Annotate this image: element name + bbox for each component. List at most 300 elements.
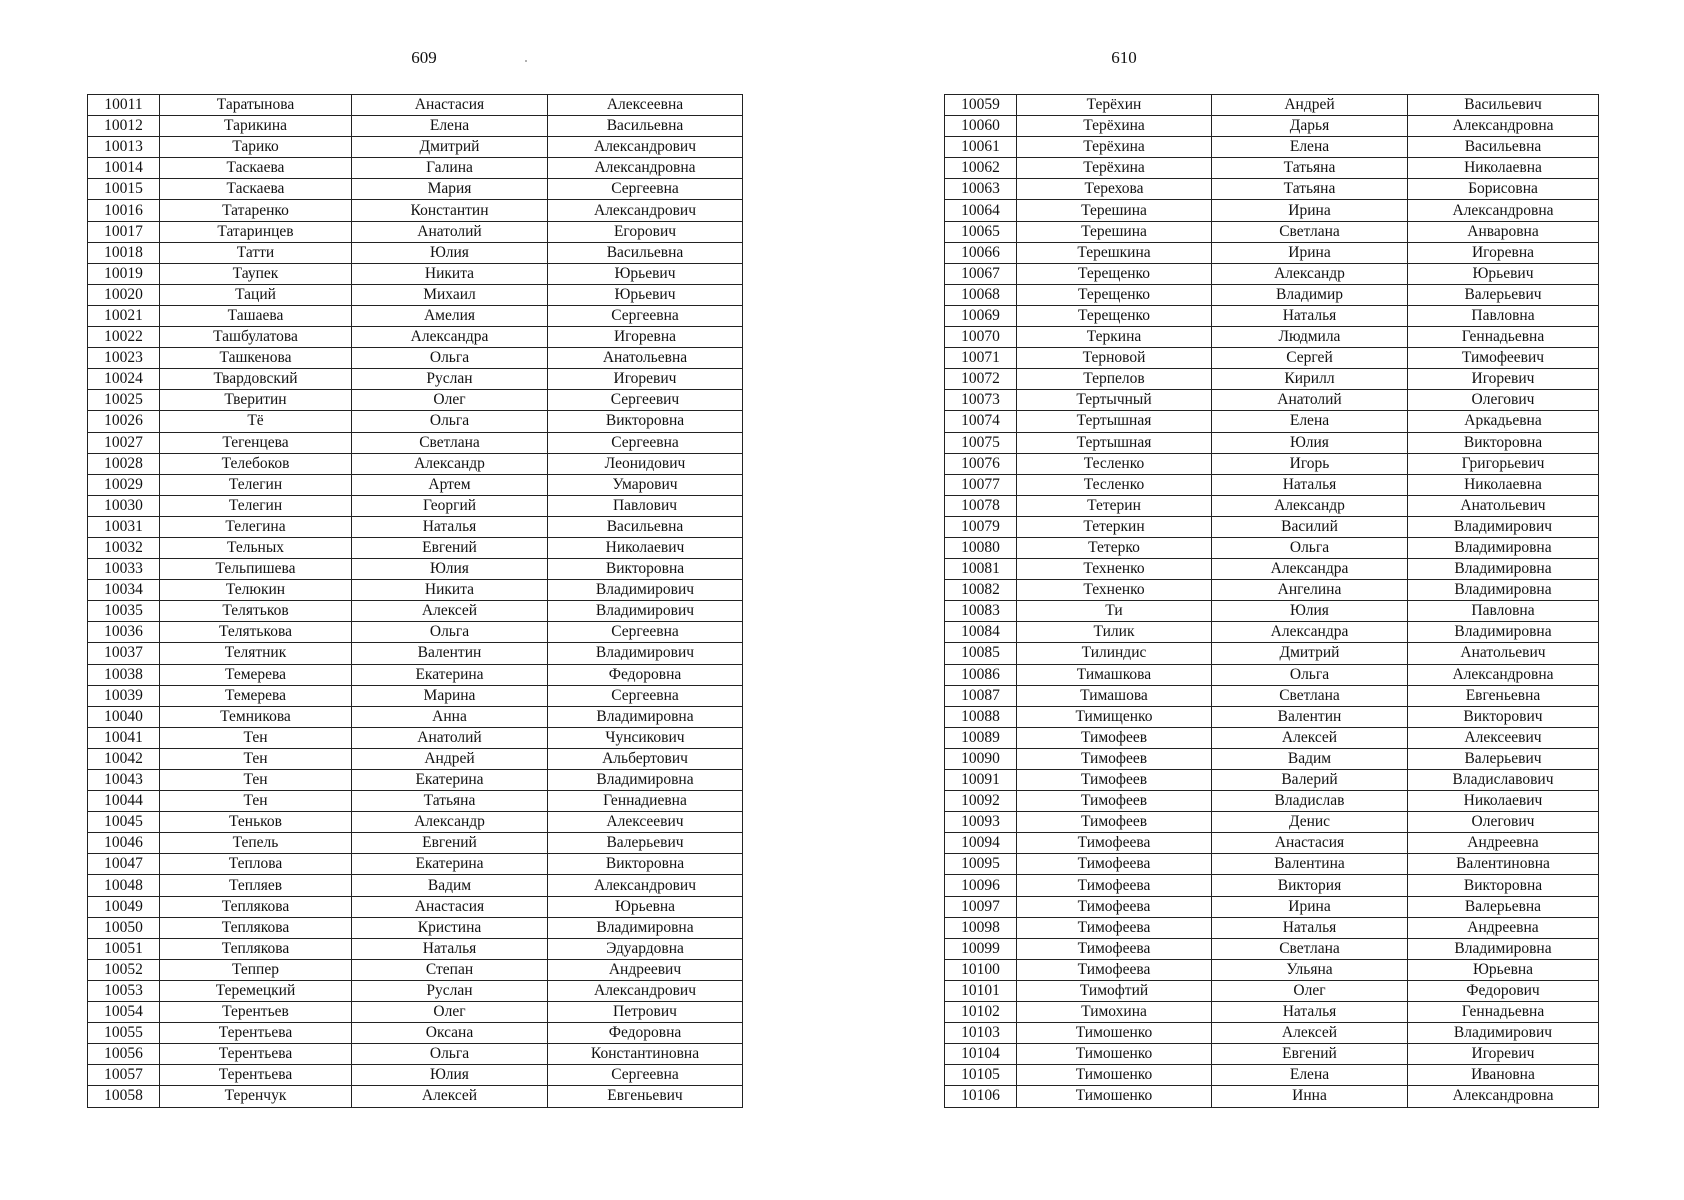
table-row <box>88 474 743 495</box>
surname-cell: Тарико <box>160 137 352 158</box>
patronymic-cell: Алексеевич <box>548 812 743 833</box>
patronymic-cell: Анваровна <box>1408 221 1599 242</box>
first-name-cell: Юлия <box>352 1065 548 1086</box>
first-name-cell: Марина <box>352 685 548 706</box>
record-number-cell: 10039 <box>88 685 160 706</box>
record-number-cell: 10015 <box>88 179 160 200</box>
surname-cell: Тимошенко <box>1017 1065 1212 1086</box>
table-row <box>945 727 1599 748</box>
first-name-cell: Галина <box>352 158 548 179</box>
surname-cell: Таупек <box>160 263 352 284</box>
table-row <box>945 1044 1599 1065</box>
first-name-cell: Наталья <box>352 516 548 537</box>
patronymic-cell: Викторовна <box>548 854 743 875</box>
record-number-cell: 10027 <box>88 432 160 453</box>
patronymic-cell: Николаевич <box>548 537 743 558</box>
surname-cell: Тесленко <box>1017 474 1212 495</box>
surname-cell: Тимофеева <box>1017 917 1212 938</box>
patronymic-cell: Федоровна <box>548 664 743 685</box>
record-number-cell: 10079 <box>945 516 1017 537</box>
surname-cell: Телятьков <box>160 601 352 622</box>
record-number-cell: 10060 <box>945 116 1017 137</box>
patronymic-cell: Васильевна <box>1408 137 1599 158</box>
first-name-cell: Вадим <box>352 875 548 896</box>
surname-cell: Терешкина <box>1017 242 1212 263</box>
patronymic-cell: Владимировна <box>1408 559 1599 580</box>
patronymic-cell: Андреевна <box>1408 917 1599 938</box>
table-row <box>945 516 1599 537</box>
surname-cell: Татаринцев <box>160 221 352 242</box>
patronymic-cell: Федорович <box>1408 980 1599 1001</box>
surname-cell: Тимошенко <box>1017 1044 1212 1065</box>
patronymic-cell: Александрович <box>548 875 743 896</box>
page-number: 609 <box>411 48 437 67</box>
first-name-cell: Кирилл <box>1212 369 1408 390</box>
record-number-cell: 10064 <box>945 200 1017 221</box>
first-name-cell: Светлана <box>1212 221 1408 242</box>
patronymic-cell: Александрович <box>548 137 743 158</box>
surname-cell: Тесленко <box>1017 453 1212 474</box>
record-number-cell: 10022 <box>88 327 160 348</box>
first-name-cell: Наталья <box>1212 1002 1408 1023</box>
table-row <box>88 1023 743 1044</box>
patronymic-cell: Чунсикович <box>548 727 743 748</box>
table-row <box>88 664 743 685</box>
record-number-cell: 10040 <box>88 706 160 727</box>
record-number-cell: 10095 <box>945 854 1017 875</box>
record-number-cell: 10096 <box>945 875 1017 896</box>
table-row <box>88 685 743 706</box>
record-number-cell: 10075 <box>945 432 1017 453</box>
record-number-cell: 10092 <box>945 791 1017 812</box>
first-name-cell: Анатолий <box>1212 390 1408 411</box>
patronymic-cell: Геннадьевна <box>1408 1002 1599 1023</box>
first-name-cell: Ирина <box>1212 896 1408 917</box>
first-name-cell: Владимир <box>1212 284 1408 305</box>
table-row <box>945 833 1599 854</box>
patronymic-cell: Валентиновна <box>1408 854 1599 875</box>
table-row <box>88 748 743 769</box>
surname-cell: Телюкин <box>160 580 352 601</box>
first-name-cell: Игорь <box>1212 453 1408 474</box>
table-row <box>945 537 1599 558</box>
table-row <box>88 896 743 917</box>
surname-cell: Терещенко <box>1017 263 1212 284</box>
surname-cell: Терёхин <box>1017 95 1212 116</box>
first-name-cell: Степан <box>352 959 548 980</box>
surname-cell: Тертышная <box>1017 432 1212 453</box>
record-number-cell: 10087 <box>945 685 1017 706</box>
patronymic-cell: Сергеевич <box>548 390 743 411</box>
table-row <box>945 1023 1599 1044</box>
table-row <box>945 453 1599 474</box>
table-row <box>88 833 743 854</box>
table-row <box>945 854 1599 875</box>
patronymic-cell: Евгеньевич <box>548 1086 743 1107</box>
surname-cell: Терентьева <box>160 1065 352 1086</box>
patronymic-cell: Васильевич <box>1408 95 1599 116</box>
roster-table <box>944 94 1599 1108</box>
first-name-cell: Константин <box>352 200 548 221</box>
first-name-cell: Оксана <box>352 1023 548 1044</box>
table-row <box>945 917 1599 938</box>
first-name-cell: Евгений <box>1212 1044 1408 1065</box>
table-row <box>945 158 1599 179</box>
record-number-cell: 10070 <box>945 327 1017 348</box>
patronymic-cell: Игоревич <box>1408 369 1599 390</box>
record-number-cell: 10080 <box>945 537 1017 558</box>
table-row <box>88 601 743 622</box>
record-number-cell: 10048 <box>88 875 160 896</box>
record-number-cell: 10016 <box>88 200 160 221</box>
surname-cell: Теплякова <box>160 896 352 917</box>
patronymic-cell: Викторовна <box>548 559 743 580</box>
record-number-cell: 10026 <box>88 411 160 432</box>
patronymic-cell: Алексеевна <box>548 95 743 116</box>
record-number-cell: 10106 <box>945 1086 1017 1107</box>
record-number-cell: 10083 <box>945 601 1017 622</box>
first-name-cell: Александр <box>352 812 548 833</box>
patronymic-cell: Андреевна <box>1408 833 1599 854</box>
record-number-cell: 10082 <box>945 580 1017 601</box>
record-number-cell: 10088 <box>945 706 1017 727</box>
patronymic-cell: Николаевна <box>1408 158 1599 179</box>
first-name-cell: Кристина <box>352 917 548 938</box>
surname-cell: Таций <box>160 284 352 305</box>
table-row <box>945 200 1599 221</box>
first-name-cell: Валентин <box>352 643 548 664</box>
record-number-cell: 10057 <box>88 1065 160 1086</box>
record-number-cell: 10049 <box>88 896 160 917</box>
first-name-cell: Анна <box>352 706 548 727</box>
first-name-cell: Светлана <box>1212 685 1408 706</box>
patronymic-cell: Викторовна <box>548 411 743 432</box>
first-name-cell: Наталья <box>1212 917 1408 938</box>
surname-cell: Татаренко <box>160 200 352 221</box>
first-name-cell: Юлия <box>352 242 548 263</box>
patronymic-cell: Николаевич <box>1408 791 1599 812</box>
surname-cell: Ташаева <box>160 305 352 326</box>
record-number-cell: 10065 <box>945 221 1017 242</box>
first-name-cell: Александр <box>352 453 548 474</box>
patronymic-cell: Аркадьевна <box>1408 411 1599 432</box>
table-row <box>88 516 743 537</box>
first-name-cell: Инна <box>1212 1086 1408 1107</box>
first-name-cell: Наталья <box>1212 474 1408 495</box>
patronymic-cell: Сергеевна <box>548 1065 743 1086</box>
patronymic-cell: Викторовна <box>1408 875 1599 896</box>
record-number-cell: 10028 <box>88 453 160 474</box>
record-number-cell: 10097 <box>945 896 1017 917</box>
record-number-cell: 10103 <box>945 1023 1017 1044</box>
patronymic-cell: Валерьевич <box>1408 284 1599 305</box>
surname-cell: Терехова <box>1017 179 1212 200</box>
record-number-cell: 10050 <box>88 917 160 938</box>
surname-cell: Терентьев <box>160 1002 352 1023</box>
patronymic-cell: Владимировна <box>1408 938 1599 959</box>
table-row <box>945 812 1599 833</box>
table-row <box>88 284 743 305</box>
patronymic-cell: Ивановна <box>1408 1065 1599 1086</box>
first-name-cell: Дарья <box>1212 116 1408 137</box>
record-number-cell: 10063 <box>945 179 1017 200</box>
record-number-cell: 10054 <box>88 1002 160 1023</box>
table-row <box>945 495 1599 516</box>
first-name-cell: Алексей <box>1212 727 1408 748</box>
first-name-cell: Алексей <box>352 1086 548 1107</box>
patronymic-cell: Владимировна <box>548 706 743 727</box>
patronymic-cell: Владимирович <box>548 643 743 664</box>
first-name-cell: Никита <box>352 580 548 601</box>
patronymic-cell: Юрьевна <box>548 896 743 917</box>
patronymic-cell: Юрьевич <box>548 263 743 284</box>
surname-cell: Теньков <box>160 812 352 833</box>
patronymic-cell: Игоревич <box>548 369 743 390</box>
table-row <box>88 812 743 833</box>
table-row <box>945 875 1599 896</box>
record-number-cell: 10042 <box>88 748 160 769</box>
surname-cell: Терентьева <box>160 1044 352 1065</box>
surname-cell: Тетерин <box>1017 495 1212 516</box>
record-number-cell: 10023 <box>88 348 160 369</box>
table-row <box>88 95 743 116</box>
patronymic-cell: Юрьевич <box>548 284 743 305</box>
record-number-cell: 10071 <box>945 348 1017 369</box>
patronymic-cell: Сергеевна <box>548 685 743 706</box>
surname-cell: Тарикина <box>160 116 352 137</box>
record-number-cell: 10068 <box>945 284 1017 305</box>
surname-cell: Тимошенко <box>1017 1086 1212 1107</box>
record-number-cell: 10062 <box>945 158 1017 179</box>
record-number-cell: 10053 <box>88 980 160 1001</box>
first-name-cell: Татьяна <box>1212 179 1408 200</box>
patronymic-cell: Леонидович <box>548 453 743 474</box>
surname-cell: Телятник <box>160 643 352 664</box>
table-row <box>88 137 743 158</box>
table-row <box>88 706 743 727</box>
record-number-cell: 10091 <box>945 770 1017 791</box>
table-row <box>88 411 743 432</box>
first-name-cell: Екатерина <box>352 664 548 685</box>
first-name-cell: Ольга <box>352 411 548 432</box>
table-row <box>945 791 1599 812</box>
patronymic-cell: Сергеевна <box>548 432 743 453</box>
record-number-cell: 10059 <box>945 95 1017 116</box>
first-name-cell: Ольга <box>1212 664 1408 685</box>
surname-cell: Тилиндис <box>1017 643 1212 664</box>
first-name-cell: Анатолий <box>352 727 548 748</box>
patronymic-cell: Валерьевич <box>1408 748 1599 769</box>
table-row <box>945 748 1599 769</box>
surname-cell: Тимофеев <box>1017 812 1212 833</box>
surname-cell: Тетеркин <box>1017 516 1212 537</box>
record-number-cell: 10052 <box>88 959 160 980</box>
table-row <box>945 685 1599 706</box>
first-name-cell: Руслан <box>352 369 548 390</box>
patronymic-cell: Владимирович <box>548 580 743 601</box>
patronymic-cell: Умарович <box>548 474 743 495</box>
table-row <box>945 664 1599 685</box>
record-number-cell: 10043 <box>88 770 160 791</box>
first-name-cell: Андрей <box>352 748 548 769</box>
patronymic-cell: Владимировна <box>548 770 743 791</box>
surname-cell: Тимошенко <box>1017 1023 1212 1044</box>
record-number-cell: 10098 <box>945 917 1017 938</box>
surname-cell: Тимашова <box>1017 685 1212 706</box>
surname-cell: Темникова <box>160 706 352 727</box>
surname-cell: Тен <box>160 748 352 769</box>
first-name-cell: Ирина <box>1212 200 1408 221</box>
record-number-cell: 10013 <box>88 137 160 158</box>
patronymic-cell: Юрьевич <box>1408 263 1599 284</box>
patronymic-cell: Федоровна <box>548 1023 743 1044</box>
table-row <box>88 559 743 580</box>
first-name-cell: Ирина <box>1212 242 1408 263</box>
first-name-cell: Олег <box>352 390 548 411</box>
record-number-cell: 10037 <box>88 643 160 664</box>
surname-cell: Тимофеева <box>1017 938 1212 959</box>
first-name-cell: Георгий <box>352 495 548 516</box>
surname-cell: Телегин <box>160 495 352 516</box>
first-name-cell: Екатерина <box>352 770 548 791</box>
table-row <box>945 179 1599 200</box>
surname-cell: Теплякова <box>160 938 352 959</box>
surname-cell: Тимищенко <box>1017 706 1212 727</box>
surname-cell: Терёхина <box>1017 158 1212 179</box>
first-name-cell: Артем <box>352 474 548 495</box>
first-name-cell: Светлана <box>352 432 548 453</box>
patronymic-cell: Игоревич <box>1408 1044 1599 1065</box>
surname-cell: Тельных <box>160 537 352 558</box>
table-row <box>88 1086 743 1107</box>
record-number-cell: 10031 <box>88 516 160 537</box>
first-name-cell: Дмитрий <box>1212 643 1408 664</box>
table-row <box>88 580 743 601</box>
table-row <box>945 474 1599 495</box>
first-name-cell: Елена <box>1212 411 1408 432</box>
first-name-cell: Юлия <box>1212 601 1408 622</box>
patronymic-cell: Егорович <box>548 221 743 242</box>
first-name-cell: Анастасия <box>352 95 548 116</box>
table-row <box>88 875 743 896</box>
record-number-cell: 10090 <box>945 748 1017 769</box>
record-number-cell: 10072 <box>945 369 1017 390</box>
surname-cell: Тепель <box>160 833 352 854</box>
patronymic-cell: Алексеевич <box>1408 727 1599 748</box>
patronymic-cell: Владимировна <box>548 917 743 938</box>
table-row <box>88 854 743 875</box>
table-row <box>88 727 743 748</box>
table-row <box>88 116 743 137</box>
table-row <box>945 327 1599 348</box>
record-number-cell: 10025 <box>88 390 160 411</box>
first-name-cell: Валерий <box>1212 770 1408 791</box>
patronymic-cell: Сергеевна <box>548 305 743 326</box>
surname-cell: Терёхина <box>1017 137 1212 158</box>
patronymic-cell: Александрович <box>548 980 743 1001</box>
first-name-cell: Михаил <box>352 284 548 305</box>
patronymic-cell: Владимировна <box>1408 537 1599 558</box>
surname-cell: Теплякова <box>160 917 352 938</box>
record-number-cell: 10029 <box>88 474 160 495</box>
first-name-cell: Ольга <box>352 348 548 369</box>
table-row <box>88 221 743 242</box>
surname-cell: Тен <box>160 791 352 812</box>
first-name-cell: Сергей <box>1212 348 1408 369</box>
patronymic-cell: Валерьевна <box>1408 896 1599 917</box>
surname-cell: Тертычный <box>1017 390 1212 411</box>
surname-cell: Техненко <box>1017 580 1212 601</box>
record-number-cell: 10021 <box>88 305 160 326</box>
surname-cell: Тилик <box>1017 622 1212 643</box>
first-name-cell: Елена <box>352 116 548 137</box>
record-number-cell: 10105 <box>945 1065 1017 1086</box>
surname-cell: Тепляев <box>160 875 352 896</box>
surname-cell: Терёхина <box>1017 116 1212 137</box>
table-row <box>88 432 743 453</box>
table-row <box>88 938 743 959</box>
record-number-cell: 10089 <box>945 727 1017 748</box>
first-name-cell: Виктория <box>1212 875 1408 896</box>
patronymic-cell: Владимирович <box>548 601 743 622</box>
table-row <box>945 601 1599 622</box>
table-row <box>945 1086 1599 1107</box>
patronymic-cell: Павловна <box>1408 601 1599 622</box>
table-row <box>88 390 743 411</box>
record-number-cell: 10099 <box>945 938 1017 959</box>
table-row <box>88 495 743 516</box>
patronymic-cell: Сергеевна <box>548 622 743 643</box>
record-number-cell: 10033 <box>88 559 160 580</box>
table-row <box>945 559 1599 580</box>
surname-cell: Теркина <box>1017 327 1212 348</box>
surname-cell: Терещенко <box>1017 305 1212 326</box>
first-name-cell: Андрей <box>1212 95 1408 116</box>
patronymic-cell: Григорьевич <box>1408 453 1599 474</box>
patronymic-cell: Викторович <box>1408 706 1599 727</box>
record-number-cell: 10076 <box>945 453 1017 474</box>
patronymic-cell: Геннадиевна <box>548 791 743 812</box>
first-name-cell: Никита <box>352 263 548 284</box>
patronymic-cell: Александровна <box>1408 664 1599 685</box>
surname-cell: Терещенко <box>1017 284 1212 305</box>
record-number-cell: 10104 <box>945 1044 1017 1065</box>
table-row <box>88 791 743 812</box>
patronymic-cell: Владимирович <box>1408 516 1599 537</box>
first-name-cell: Ольга <box>352 622 548 643</box>
patronymic-cell: Анатольевич <box>1408 643 1599 664</box>
record-number-cell: 10045 <box>88 812 160 833</box>
surname-cell: Тимофтий <box>1017 980 1212 1001</box>
surname-cell: Тверитин <box>160 390 352 411</box>
patronymic-cell: Владиславович <box>1408 770 1599 791</box>
record-number-cell: 10014 <box>88 158 160 179</box>
surname-cell: Тимофеев <box>1017 770 1212 791</box>
record-number-cell: 10074 <box>945 411 1017 432</box>
right-page <box>842 0 1684 1200</box>
surname-cell: Терешина <box>1017 221 1212 242</box>
patronymic-cell: Анатольевна <box>548 348 743 369</box>
surname-cell: Ташбулатова <box>160 327 352 348</box>
surname-cell: Телегин <box>160 474 352 495</box>
roster-table <box>87 94 743 1108</box>
first-name-cell: Юлия <box>1212 432 1408 453</box>
first-name-cell: Вадим <box>1212 748 1408 769</box>
record-number-cell: 10017 <box>88 221 160 242</box>
first-name-cell: Юлия <box>352 559 548 580</box>
first-name-cell: Олег <box>352 1002 548 1023</box>
surname-cell: Терновой <box>1017 348 1212 369</box>
